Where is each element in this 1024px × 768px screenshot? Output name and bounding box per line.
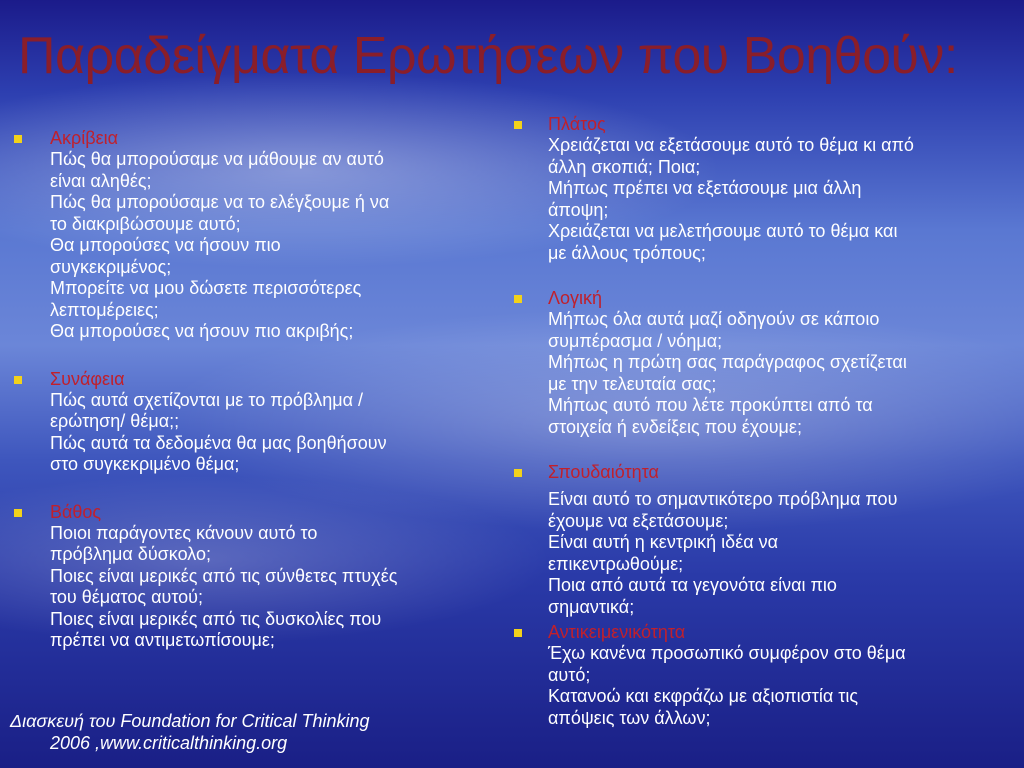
slide-title: Παραδείγματα Ερωτήσεων που Βοηθούν:: [18, 27, 958, 85]
section-line: Πώς θα μπορούσαμε να το ελέγξουμε ή να: [50, 192, 390, 212]
section-line: στο συγκεκριμένο θέμα;: [50, 454, 240, 474]
section-line: με την τελευταία σας;: [548, 373, 717, 394]
section-line: έχουμε να εξετάσουμε;: [548, 510, 729, 531]
section-line: άλλη σκοπιά; Ποια;: [548, 156, 701, 177]
section-accuracy: [14, 128, 504, 343]
section-line: Κατανοώ και εκφράζω με αξιοπιστία τις: [548, 686, 859, 706]
section-line: Χρειάζεται να μελετήσουμε αυτό το θέμα και: [548, 221, 898, 241]
section-line: Μήπως αυτό που λέτε προκύπτει από τα: [548, 395, 873, 415]
section-line: Έχω κανένα προσωπικό συμφέρον στο θέμα: [548, 643, 906, 663]
section-line: Ποιες είναι μερικές από τις σύνθετες πτυχές: [50, 565, 398, 586]
section-line: Μήπως όλα αυτά μαζί οδηγούν σε κάποιο: [548, 309, 880, 329]
section-line: σημαντικά;: [548, 596, 635, 617]
section-title-depth: Βάθος: [50, 501, 102, 522]
section-line: Πώς αυτά σχετίζονται με το πρόβλημα /: [50, 389, 364, 410]
section-line: Είναι αυτή η κεντρική ιδέα να: [548, 532, 779, 552]
section-line: του θέματος αυτού;: [50, 587, 204, 607]
left-column: [14, 128, 504, 670]
section-line: πρόβλημα δύσκολο;: [50, 544, 211, 564]
section-line: Πώς αυτά τα δεδομένα θα μας βοηθήσουν: [50, 432, 387, 453]
section-line: Είναι αυτό το σημαντικότερο πρόβλημα που: [548, 489, 898, 509]
section-title-accuracy: Ακρίβεια: [50, 128, 119, 148]
section-line: Ποιες είναι μερικές από τις δυσκολίες που: [50, 608, 382, 629]
section-line: Ποια από αυτά τα γεγονότα είναι πιο: [548, 575, 837, 595]
section-significance: [512, 462, 1022, 618]
section-line: λεπτομέρειες;: [50, 299, 159, 320]
section-line: επικεντρωθούμε;: [548, 553, 684, 574]
section-line: είναι αληθές;: [50, 170, 152, 191]
credit-line: Διασκευή του Foundation for Critical Thinking: [10, 711, 370, 731]
section-line: Θα μπορούσες να ήσουν πιο: [50, 235, 281, 255]
section-line: ερώτηση/ θέμα;;: [50, 411, 180, 431]
section-line: Μήπως πρέπει να εξετάσουμε μια άλλη: [548, 178, 862, 198]
square-bullet-icon: [14, 509, 22, 517]
square-bullet-icon: [514, 295, 522, 303]
section-title-relevance: Συνάφεια: [50, 368, 125, 389]
section-line: πρέπει να αντιμετωπίσουμε;: [50, 630, 275, 650]
section-line: απόψεις των άλλων;: [548, 707, 711, 728]
credit-line: 2006 ,www.criticalthinking.org: [50, 733, 288, 753]
section-title-breadth: Πλάτος: [548, 114, 606, 134]
section-line: Μήπως η πρώτη σας παράγραφος σχετίζεται: [548, 352, 907, 372]
section-line: συμπέρασμα / νόημα;: [548, 330, 723, 351]
section-breadth: [512, 114, 1022, 264]
section-line: Μπορείτε να μου δώσετε περισσότερες: [50, 278, 362, 298]
section-line: συγκεκριμένος;: [50, 256, 172, 277]
section-title-objectivity: Αντικειμενικότητα: [548, 622, 686, 642]
section-depth: [14, 502, 504, 652]
section-logic: [512, 288, 1022, 438]
square-bullet-icon: [514, 469, 522, 477]
section-line: Πώς θα μπορούσαμε να μάθουμε αν αυτό: [50, 149, 384, 169]
right-column: [512, 114, 1022, 747]
section-objectivity: [512, 622, 1022, 729]
section-line: άποψη;: [548, 199, 609, 220]
square-bullet-icon: [14, 376, 22, 384]
section-line: Χρειάζεται να εξετάσουμε αυτό το θέμα κι από: [548, 135, 914, 155]
square-bullet-icon: [514, 629, 522, 637]
section-title-logic: Λογική: [548, 288, 603, 308]
section-line: με άλλους τρόπους;: [548, 242, 706, 263]
section-line: Θα μπορούσες να ήσουν πιο ακριβής;: [50, 321, 354, 341]
section-line: αυτό;: [548, 664, 591, 685]
section-relevance: [14, 369, 504, 476]
section-title-significance: Σπουδαιότητα: [548, 462, 659, 482]
section-line: στοιχεία ή ενδείξεις που έχουμε;: [548, 416, 802, 437]
section-line: το διακριβώσουμε αυτό;: [50, 213, 241, 234]
square-bullet-icon: [14, 135, 22, 143]
square-bullet-icon: [514, 121, 522, 129]
credit-note: [10, 710, 490, 754]
section-line: Ποιοι παράγοντες κάνουν αυτό το: [50, 522, 318, 543]
